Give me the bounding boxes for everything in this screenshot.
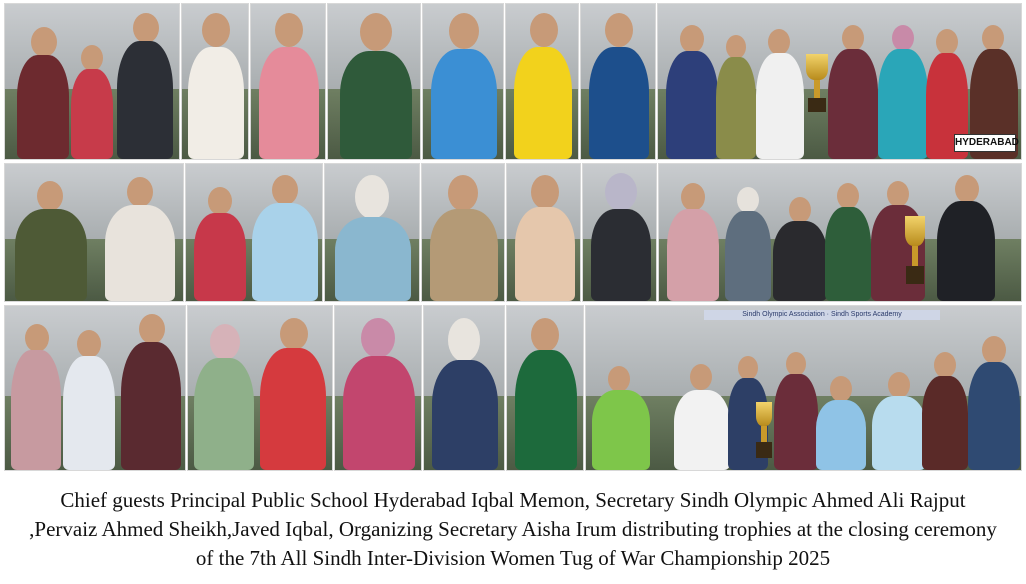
photo-man-white-shirt (181, 3, 249, 160)
photo-man-pink-shirt (250, 3, 326, 160)
photo-handshake-elders (4, 305, 186, 471)
trophy-icon (754, 402, 774, 460)
photo-trophy-group-olympic-banner (585, 305, 1022, 471)
photo-elder-white-beard (324, 163, 420, 302)
event-banner: Sindh Olympic Association · Sindh Sports Academy (704, 310, 940, 320)
photo-woman-red-outfit (185, 163, 323, 302)
photo-elder-cap-beard (423, 305, 505, 471)
photo-trophy-presentation-hyderabad (657, 3, 1022, 160)
photo-woman-hijab-tracksuit (582, 163, 657, 302)
trophy-icon (903, 216, 927, 286)
photo-caption: Chief guests Principal Public School Hyderabad Iqbal Memon, Secretary Sindh Olympic Ahmed Ali Rajput ,Pervaiz Ahmed Sheikh,Javed Iqbal, Organizing Secretary Aisha Irum distributing trophies at the closing ceremony of the 7th All Sindh Inter-Division Women Tug of War Championship 2025 (29, 487, 997, 570)
photo-man-blue-shirt (422, 3, 504, 160)
photo-trophy-group-tracksuits (658, 163, 1022, 302)
photo-man-green-blazer (506, 305, 584, 471)
photo-man-green-shirt (327, 3, 421, 160)
photo-women-handshake (187, 305, 333, 471)
photo-woman-pink-shawl (334, 305, 422, 471)
photo-man-navy-shirt (580, 3, 656, 160)
photo-man-striped-shirt (421, 163, 505, 302)
photo-handshake-guests (4, 3, 180, 160)
hyderabad-sign: HYDERABAD (954, 134, 1016, 152)
photo-man-beige-shirt (506, 163, 581, 302)
photo-man-yellow-shirt (505, 3, 579, 160)
photo-handshake-waistcoat (4, 163, 184, 302)
